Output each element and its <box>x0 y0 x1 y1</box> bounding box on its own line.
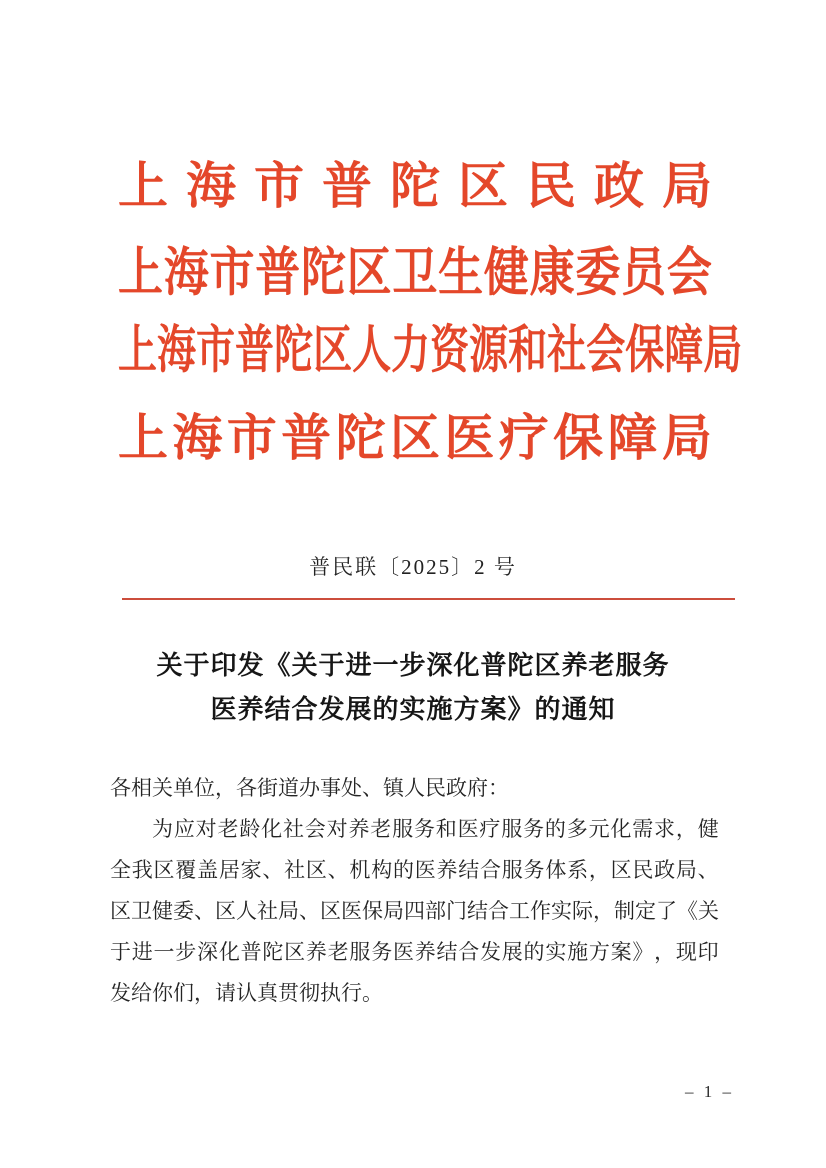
char-glyph: 医 <box>392 940 414 964</box>
char-glyph: 、 <box>194 899 215 923</box>
char-glyph: 多 <box>566 817 588 841</box>
agency-name-line-2 <box>118 240 712 302</box>
char-glyph: 委 <box>575 243 621 302</box>
body-line: 发给你们，请认真贯彻执行。 <box>110 981 383 1005</box>
char-glyph: 卫 <box>392 243 438 302</box>
agency-name-line-4 <box>118 407 712 466</box>
body-line <box>110 809 719 850</box>
char-glyph: 海 <box>172 410 223 466</box>
char-glyph: 上 <box>118 243 164 302</box>
char-glyph: 养 <box>436 858 458 882</box>
char-glyph: 服 <box>501 817 523 841</box>
char-glyph: 方 <box>588 940 610 964</box>
char-glyph: 普 <box>235 322 275 380</box>
char-glyph: 深 <box>197 940 219 964</box>
char-glyph: 医 <box>457 817 479 841</box>
char-glyph: 的 <box>392 858 414 882</box>
char-glyph: 陀 <box>390 158 440 214</box>
char-glyph: 会 <box>304 817 326 841</box>
char-glyph: 化 <box>610 817 632 841</box>
char-glyph: 力 <box>391 322 431 380</box>
char-glyph: 保 <box>362 899 383 923</box>
char-glyph: 结 <box>436 940 458 964</box>
char-glyph: 》 <box>632 940 654 964</box>
char-glyph: 市 <box>196 322 236 380</box>
document-title <box>0 643 826 731</box>
body-line <box>110 850 719 891</box>
char-glyph: 的 <box>523 940 545 964</box>
agency-name-line-3 <box>118 319 743 380</box>
char-glyph: 制 <box>614 899 635 923</box>
char-glyph: 工 <box>509 899 530 923</box>
char-glyph: 区 <box>153 858 175 882</box>
char-glyph: 医 <box>444 410 495 466</box>
char-glyph: 局 <box>703 322 743 380</box>
char-glyph: 、 <box>299 899 320 923</box>
char-glyph: ， <box>654 940 676 964</box>
char-glyph: 机 <box>349 858 371 882</box>
char-glyph: 会 <box>586 322 626 380</box>
char-glyph: 了 <box>656 899 677 923</box>
char-glyph: 展 <box>501 940 523 964</box>
char-glyph: 全 <box>110 858 131 882</box>
char-glyph: 合 <box>458 940 480 964</box>
char-glyph: 局 <box>278 899 299 923</box>
body-line <box>110 891 719 932</box>
char-glyph: 合 <box>480 858 502 882</box>
char-glyph: 养 <box>348 817 370 841</box>
char-glyph: 对 <box>195 817 217 841</box>
body-line <box>110 932 719 973</box>
agency-name-line-1 <box>118 155 712 214</box>
char-glyph: 社 <box>282 817 304 841</box>
char-glyph: 人 <box>352 322 392 380</box>
char-glyph: 区 <box>215 899 236 923</box>
char-glyph: 老 <box>370 817 392 841</box>
char-glyph: 部 <box>425 899 446 923</box>
char-glyph: 我 <box>131 858 153 882</box>
char-glyph: 际 <box>572 899 593 923</box>
char-glyph: 养 <box>414 940 436 964</box>
char-glyph: 结 <box>458 858 480 882</box>
char-glyph: 务 <box>371 940 393 964</box>
char-glyph: 区 <box>320 899 341 923</box>
char-glyph: 家 <box>240 858 262 882</box>
char-glyph: 、 <box>327 858 349 882</box>
char-glyph: 障 <box>664 322 704 380</box>
char-glyph: 民 <box>526 158 576 214</box>
char-glyph: 门 <box>446 899 467 923</box>
char-glyph: 医 <box>414 858 436 882</box>
char-glyph: 上 <box>118 410 168 466</box>
char-glyph: 局 <box>675 858 697 882</box>
char-glyph: 结 <box>467 899 488 923</box>
char-glyph: 和 <box>508 322 548 380</box>
page-number: – 1 – <box>685 1082 734 1101</box>
char-glyph: 一 <box>153 940 175 964</box>
char-glyph: 合 <box>488 899 509 923</box>
document-title-line-2: 医养结合发展的实施方案》的通知 <box>210 694 616 724</box>
char-glyph: 海 <box>163 243 209 302</box>
char-glyph: 实 <box>551 899 572 923</box>
char-glyph: ， <box>593 899 614 923</box>
char-glyph: 上 <box>118 322 158 380</box>
char-glyph: 普 <box>322 158 372 214</box>
char-glyph: 求 <box>654 817 676 841</box>
document-body <box>110 768 719 1014</box>
char-glyph: 社 <box>284 858 306 882</box>
char-glyph: 陀 <box>274 322 314 380</box>
char-glyph: 案 <box>610 940 632 964</box>
char-glyph: 区 <box>284 940 306 964</box>
char-glyph: 老 <box>327 940 349 964</box>
char-glyph: 定 <box>635 899 656 923</box>
char-glyph: 社 <box>547 322 587 380</box>
char-glyph: 需 <box>632 817 654 841</box>
char-glyph: 应 <box>173 817 195 841</box>
char-glyph: 保 <box>553 410 604 466</box>
char-glyph: 、 <box>697 858 719 882</box>
char-glyph: 构 <box>371 858 393 882</box>
char-glyph: 元 <box>588 817 610 841</box>
char-glyph: 人 <box>236 899 257 923</box>
char-glyph: 覆 <box>175 858 197 882</box>
char-glyph: 养 <box>305 940 327 964</box>
char-glyph: 民 <box>632 858 654 882</box>
char-glyph: 对 <box>326 817 348 841</box>
char-glyph: 社 <box>257 899 278 923</box>
char-glyph: 实 <box>545 940 567 964</box>
char-glyph: 市 <box>209 243 255 302</box>
char-glyph: 区 <box>389 410 440 466</box>
char-glyph: 健 <box>152 899 173 923</box>
char-glyph: 政 <box>594 158 644 214</box>
letterhead <box>118 155 743 466</box>
char-glyph: 区 <box>458 158 508 214</box>
char-glyph: 委 <box>173 899 194 923</box>
char-glyph: ， <box>675 817 697 841</box>
char-glyph: 陀 <box>300 243 346 302</box>
char-glyph: 居 <box>218 858 240 882</box>
char-glyph: 市 <box>226 410 277 466</box>
char-glyph: 务 <box>523 858 545 882</box>
char-glyph: 普 <box>240 940 262 964</box>
char-glyph: 康 <box>529 243 575 302</box>
document-title-line-1: 关于印发《关于进一步深化普陀区养老服务 <box>156 650 670 680</box>
char-glyph: 系 <box>567 858 589 882</box>
char-glyph: 老 <box>217 817 239 841</box>
char-glyph: 陀 <box>262 940 284 964</box>
char-glyph: 步 <box>175 940 197 964</box>
char-glyph: 服 <box>392 817 414 841</box>
char-glyph: 会 <box>666 243 712 302</box>
char-glyph: 务 <box>523 817 545 841</box>
char-glyph: 体 <box>545 858 567 882</box>
char-glyph: 海 <box>186 158 236 214</box>
char-glyph: 的 <box>544 817 566 841</box>
char-glyph: 保 <box>625 322 665 380</box>
char-glyph: 化 <box>218 940 240 964</box>
char-glyph: 医 <box>341 899 362 923</box>
char-glyph: 作 <box>530 899 551 923</box>
char-glyph: 关 <box>698 899 719 923</box>
char-glyph: 现 <box>675 940 697 964</box>
char-glyph: 局 <box>383 899 404 923</box>
char-glyph: 普 <box>281 410 332 466</box>
char-glyph: 务 <box>413 817 435 841</box>
char-glyph: 区 <box>305 858 327 882</box>
red-divider-line <box>122 598 735 600</box>
char-glyph: 和 <box>435 817 457 841</box>
char-glyph: 陀 <box>335 410 386 466</box>
char-glyph: 发 <box>480 940 502 964</box>
char-glyph: 服 <box>501 858 523 882</box>
char-glyph: 于 <box>110 940 131 964</box>
char-glyph: 盖 <box>197 858 219 882</box>
char-glyph: 进 <box>131 940 153 964</box>
char-glyph: 印 <box>697 940 719 964</box>
char-glyph: 四 <box>404 899 425 923</box>
char-glyph: 健 <box>697 817 719 841</box>
char-glyph: 市 <box>254 158 304 214</box>
char-glyph: 区 <box>610 858 632 882</box>
char-glyph: 疗 <box>479 817 501 841</box>
char-glyph: 《 <box>677 899 698 923</box>
char-glyph: 源 <box>469 322 509 380</box>
char-glyph: 局 <box>661 410 712 466</box>
char-glyph: 化 <box>261 817 283 841</box>
body-line: 各相关单位，各街道办事处、镇人民政府： <box>110 776 509 800</box>
char-glyph: 区 <box>346 243 392 302</box>
char-glyph: 服 <box>349 940 371 964</box>
char-glyph: 卫 <box>131 899 152 923</box>
document-number: 普民联〔2025〕2 号 <box>309 555 517 579</box>
char-glyph: 施 <box>567 940 589 964</box>
char-glyph: 龄 <box>239 817 261 841</box>
char-glyph: 生 <box>438 243 484 302</box>
char-glyph: ， <box>588 858 610 882</box>
char-glyph: 政 <box>654 858 676 882</box>
char-glyph: 局 <box>662 158 712 214</box>
char-glyph: 障 <box>607 410 658 466</box>
char-glyph: 资 <box>430 322 470 380</box>
char-glyph: 海 <box>157 322 197 380</box>
char-glyph: 上 <box>118 158 168 214</box>
char-glyph: 为 <box>152 817 173 841</box>
char-glyph: 员 <box>621 243 667 302</box>
char-glyph: 区 <box>110 899 131 923</box>
char-glyph: 疗 <box>498 410 549 466</box>
char-glyph: 普 <box>255 243 301 302</box>
char-glyph: 、 <box>262 858 284 882</box>
char-glyph: 健 <box>483 243 529 302</box>
char-glyph: 区 <box>313 322 353 380</box>
